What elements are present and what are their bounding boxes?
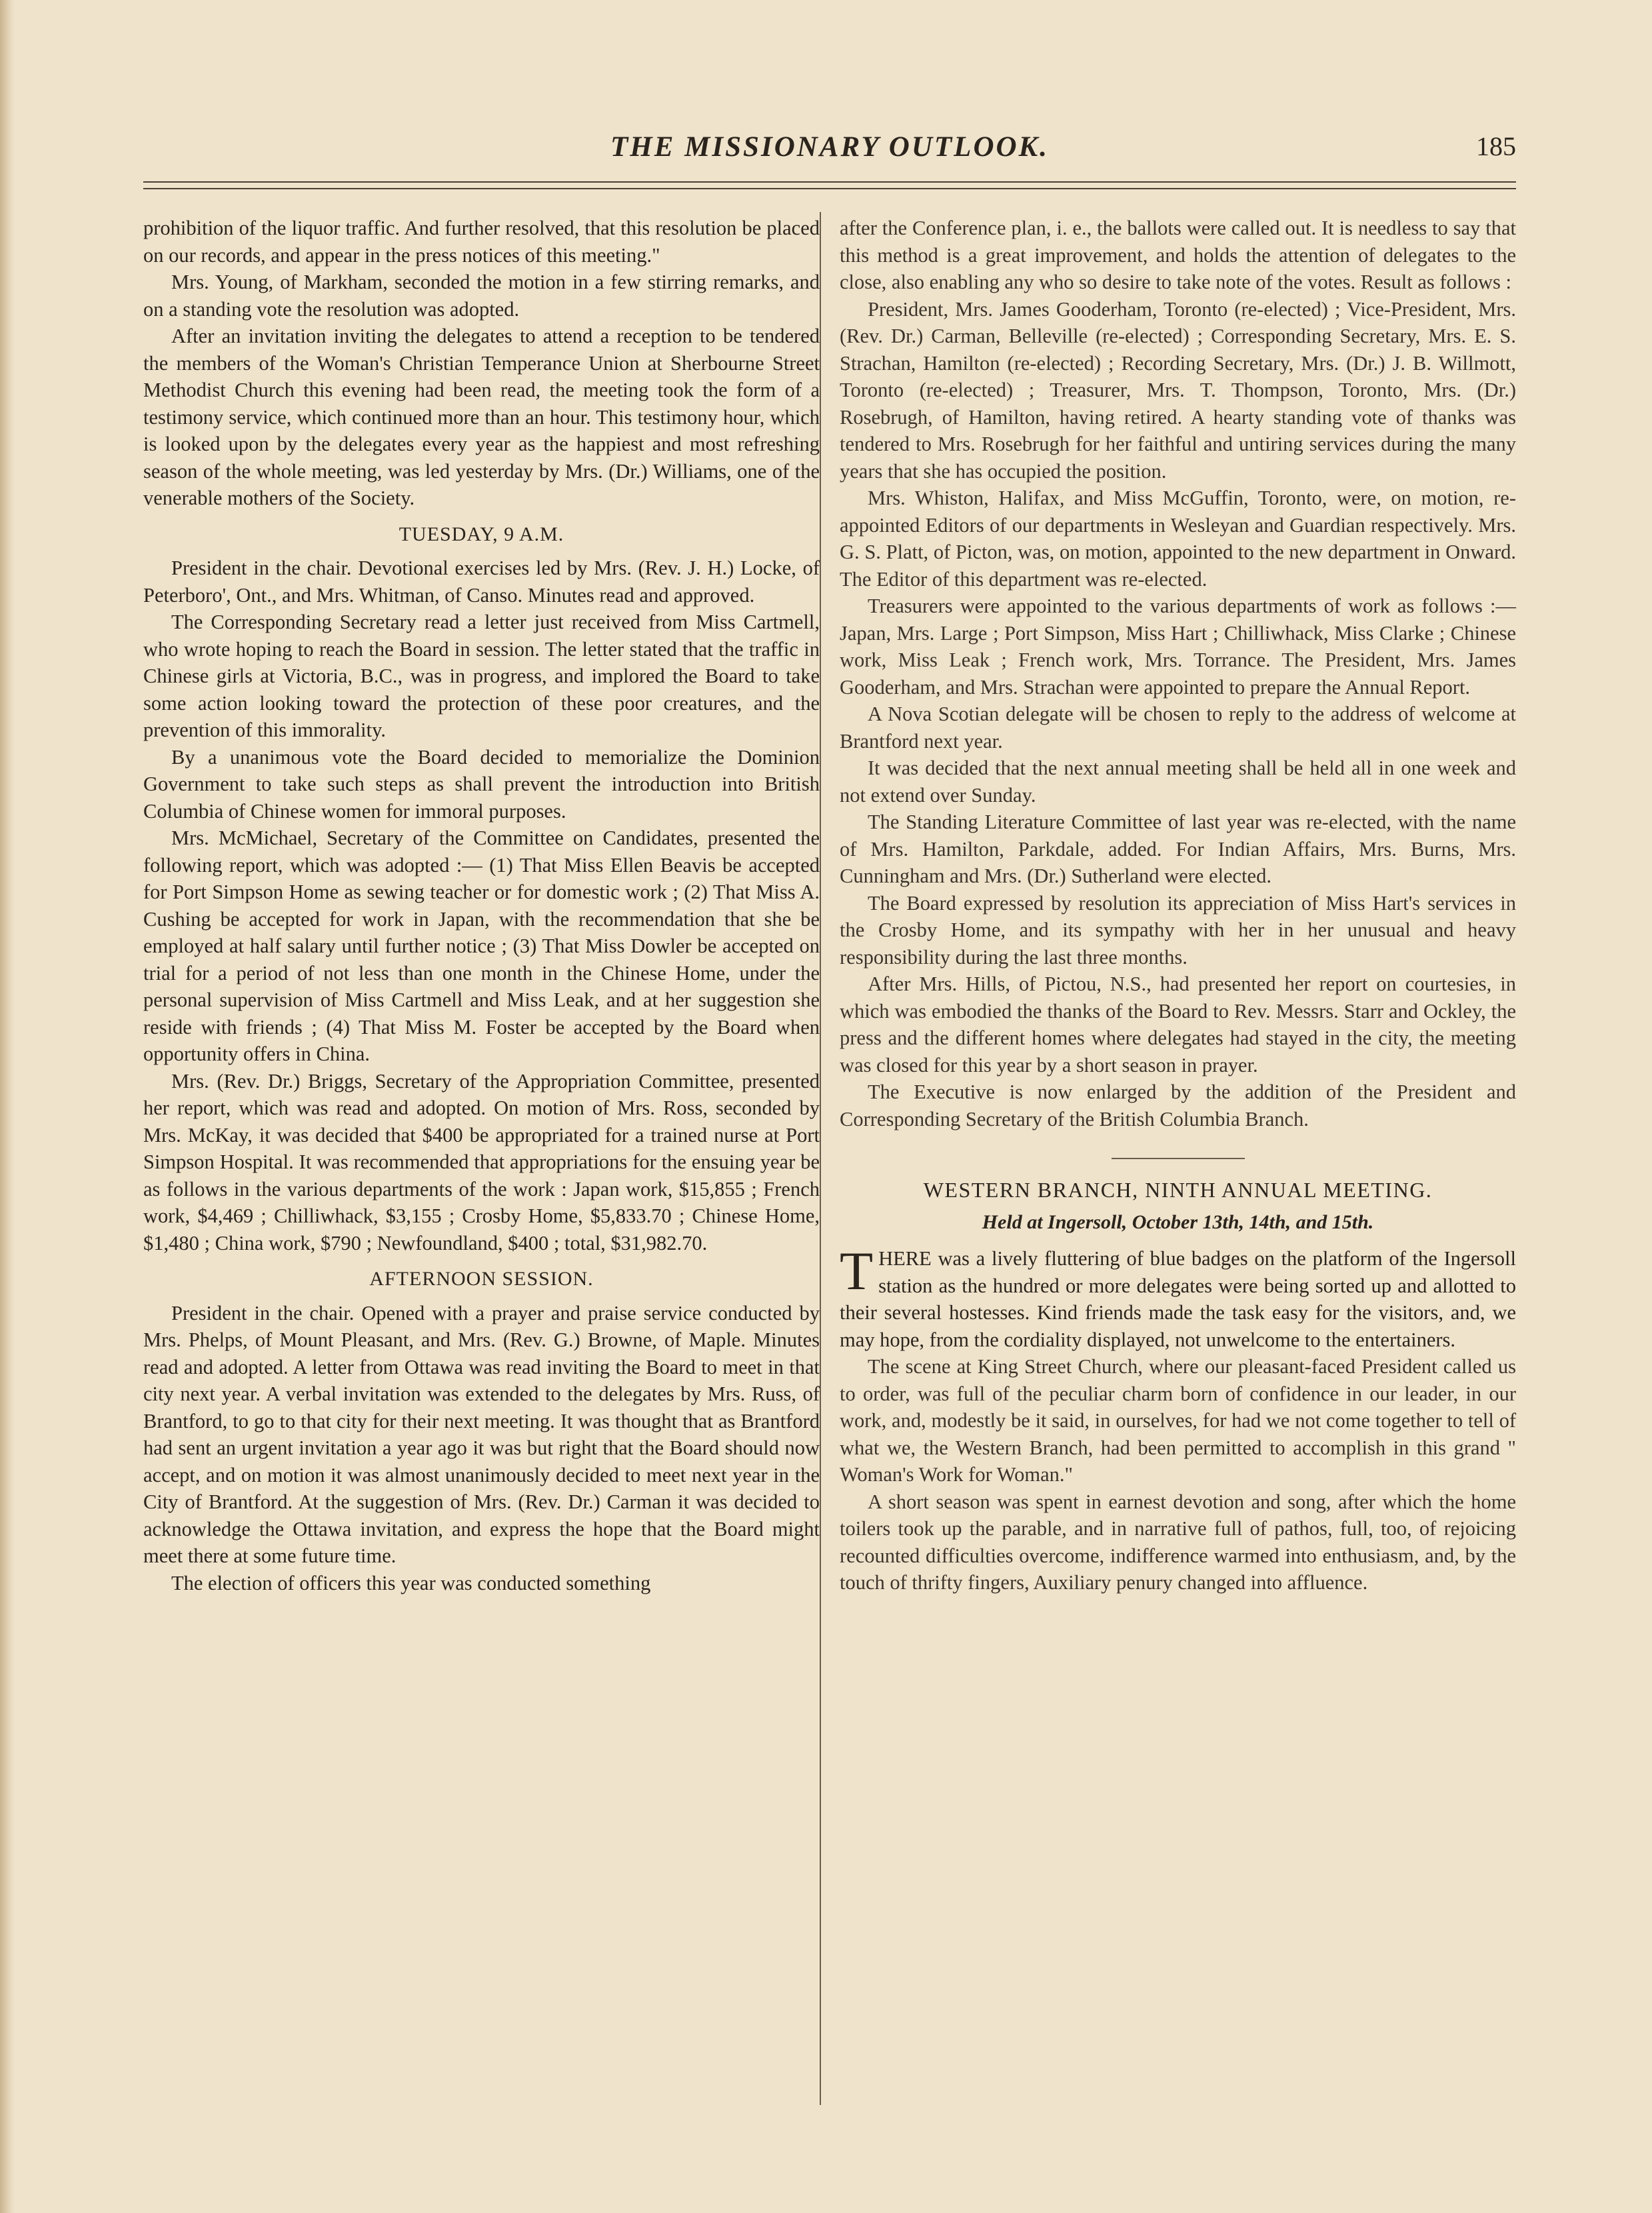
paragraph: By a unanimous vote the Board decided to memorialize the Dominion Government to take such steps as shall prevent the introduction into British Columbia of Chinese women for immoral purposes. [143,745,820,823]
paragraph: A short season was spent in earnest devotion and song, after which the home toilers took up the parable, and in narrative full of pathos, full, too, of rejoicing recounted difficulties overcome, indifference warmed into enthusiasm, and, by the touch of thrifty fingers, Auxiliary penury changed into affluence. [840,1490,1516,1594]
header-rule-lower [143,188,1516,189]
paragraph: The Corresponding Secretary read a letter just received from Miss Cartmell, who wrote hoping to reach the Board in session. The letter stated that the traffic in Chinese girls at Victoria, B.C., was in progress, and implored the Board to take some action looking toward the protection of these poor creatures, and the prevention of this immorality. [143,611,820,741]
paragraph: Mrs. Whiston, Halifax, and Miss McGuffin, Toronto, were, on motion, re-appointed Editors of our departments in Wesleyan and Guardian respectively. Mrs. G. S. Platt, of Picton, was, on motion, appointed to the new department in Onward. The Editor of this department was re-elected. [840,487,1516,591]
paragraph: after the Conference plan, i. e., the ballots were called out. It is needless to say that this method is a great improvement, and holds the attention of delegates to the close, also enabling any who so desire to take note of the votes. Result as follows : [840,217,1516,293]
paragraph: Mrs. McMichael, Secretary of the Committee on Candidates, presented the following report, which was adopted :— (1) That Miss Ellen Beavis be accepted for Port Simpson Home as sewing teacher or for domestic work ; (2) That Miss A. Cushing be accepted for work in Japan, with the recommendation that she be employed at half salary until further notice ; (3) That Miss Dowler be accepted on trial for a period of not less than one month in the Chinese Home, under the personal supervision of Miss Cartmell and Miss Leak, and at her suggestion she reside with friends ; (4) That Miss M. Foster be accepted by the Board when opportunity offers in China. [143,827,820,1065]
left-column [143,215,820,1596]
paragraph: Mrs. Young, of Markham, seconded the motion in a few stirring remarks, and on a standing vote the resolution was adopted. [143,271,820,321]
paragraph: The Executive is now enlarged by the addition of the President and Corresponding Secretary of the British Columbia Branch. [840,1081,1516,1130]
paragraph: Mrs. (Rev. Dr.) Briggs, Secretary of the Appropriation Committee, presented her report, which was read and adopted. On motion of Mrs. Ross, seconded by Mrs. McKay, it was decided that $400 be appropriated for a trained nurse at Port Simpson Hospital. It was recommended that appropriations for the ensuing year be as follows in the various departments of the work : Japan work, $15,855 ; French work, $4,469 ; Chilliwhack, $3,155 ; Crosby Home, $5,833.70 ; Chinese Home, $1,480 ; China work, $790 ; Newfoundland, $400 ; total, $31,982.70. [143,1069,820,1254]
article-separator [1112,1158,1245,1159]
paragraph: President in the chair. Devotional exercises led by Mrs. (Rev. J. H.) Locke, of Peterboro', Ont., and Mrs. Whitman, of Canso. Minutes read and approved. [143,557,820,607]
paragraph: A Nova Scotian delegate will be chosen to reply to the address of welcome at Brantford next year. [840,703,1516,753]
section-heading-tuesday: TUESDAY, 9 A.M. [399,523,564,545]
paragraph: After Mrs. Hills, of Pictou, N.S., had presented her report on courtesies, in which was embodied the thanks of the Board to Rev. Messrs. Starr and Ockley, the press and the different homes where delegates had stayed in the city, the meeting was closed for this year by a short season in prayer. [840,973,1516,1077]
header-rule-upper [143,181,1516,183]
paragraph: The Board expressed by resolution its appreciation of Miss Hart's services in the Crosby Home, and its sympathy with her in her unusual and heavy responsibility during the last three months. [840,891,1516,969]
page-number: 185 [1476,131,1516,161]
paragraph: The election of officers this year was conducted something [171,1571,651,1594]
paragraph-text: HERE was a lively fluttering of blue badges on the platform of the Ingersoll station as the hundred or more delegates were being sorted up and allotted to their several hostesses. Kind friends made the task easy for the visitors, and, we may hope, from the cordiality displayed, not unwelcome to the entertainers. [840,1247,1516,1351]
article-first-paragraph [840,1240,1516,1353]
drop-cap: T [840,1240,874,1301]
paragraph: prohibition of the liquor traffic. And further resolved, that this resolution be placed on our records, and appear in the press notices of this meeting." [143,217,820,267]
paragraph: The scene at King Street Church, where our pleasant-faced President called us to order, was full of the peculiar charm born of confidence in our leader, in our work, and, modestly be it said, in ourselves, for had we not come together to tell of what we, the Western Branch, had been permitted to accomplish in this grand " Woman's Work for Woman." [840,1355,1516,1486]
article-subtitle: Held at Ingersoll, October 13th, 14th, and 15th. [982,1210,1374,1233]
running-header [143,131,1516,177]
article-title: WESTERN BRANCH, NINTH ANNUAL MEETING. [923,1178,1433,1202]
right-column [840,215,1516,1596]
paragraph: Treasurers were appointed to the various departments of work as follows :—Japan, Mrs. Large ; Port Simpson, Miss Hart ; Chilliwhack, Miss Clarke ; Chinese work, Miss Leak ; French work, Mrs. Torrance. The President, Mrs. James Gooderham, and Mrs. Strachan were appointed to prepare the Annual Report. [840,595,1516,699]
section-heading-afternoon: AFTERNOON SESSION. [369,1268,594,1290]
paragraph: After an invitation inviting the delegates to attend a reception to be tendered the members of the Woman's Christian Temperance Union at Sherbourne Street Methodist Church this evening had been read, the meeting took the form of a testimony service, which continued more than an hour. This testimony hour, which is looked upon by the delegates every year as the happiest and most refreshing season of the whole meeting, was led yesterday by Mrs. (Dr.) Williams, one of the venerable mothers of the Society. [143,325,820,509]
page-edge [0,0,15,2213]
paragraph: President, Mrs. James Gooderham, Toronto (re-elected) ; Vice-President, Mrs. (Rev. Dr.) Carman, Belleville (re-elected) ; Corresponding Secretary, Mrs. E. S. Strachan, Hamilton (re-elected) ; Recording Secretary, Mrs. (Dr.) J. B. Willmott, Toronto (re-elected) ; Treasurer, Mrs. T. Thompson, Toronto, Mrs. (Dr.) Rosebrugh, of Hamilton, having retired. A hearty standing vote of thanks was tendered to Mrs. Rosebrugh for her faithful and untiring services during the many years that she has occupied the position. [840,297,1516,483]
paragraph: It was decided that the next annual meeting shall be held all in one week and not extend over Sunday. [840,757,1516,807]
column-divider [820,212,821,2105]
running-title: THE MISSIONARY OUTLOOK. [610,131,1049,163]
paragraph: The Standing Literature Committee of last year was re-elected, with the name of Mrs. Hamilton, Parkdale, added. For Indian Affairs, Mrs. Burns, Mrs. Cunningham and Mrs. (Dr.) Sutherland were elected. [840,811,1516,887]
paragraph: President in the chair. Opened with a prayer and praise service conducted by Mrs. Phelps, of Mount Pleasant, and Mrs. (Rev. G.) Browne, of Maple. Minutes read and adopted. A letter from Ottawa was read inviting the Board to meet in that city next year. A verbal invitation was extended to the delegates by Mrs. Russ, of Brantford, to go to that city for their next meeting. It was thought that as Brantford had sent an urgent invitation a year ago it was but right that the Board should now accept, and on motion it was almost unanimously decided to meet next year in the City of Brantford. At the suggestion of Mrs. (Rev. Dr.) Carman it was decided to acknowledge the Ottawa invitation, and express the hope that the Board might meet there at some future time. [143,1301,820,1567]
